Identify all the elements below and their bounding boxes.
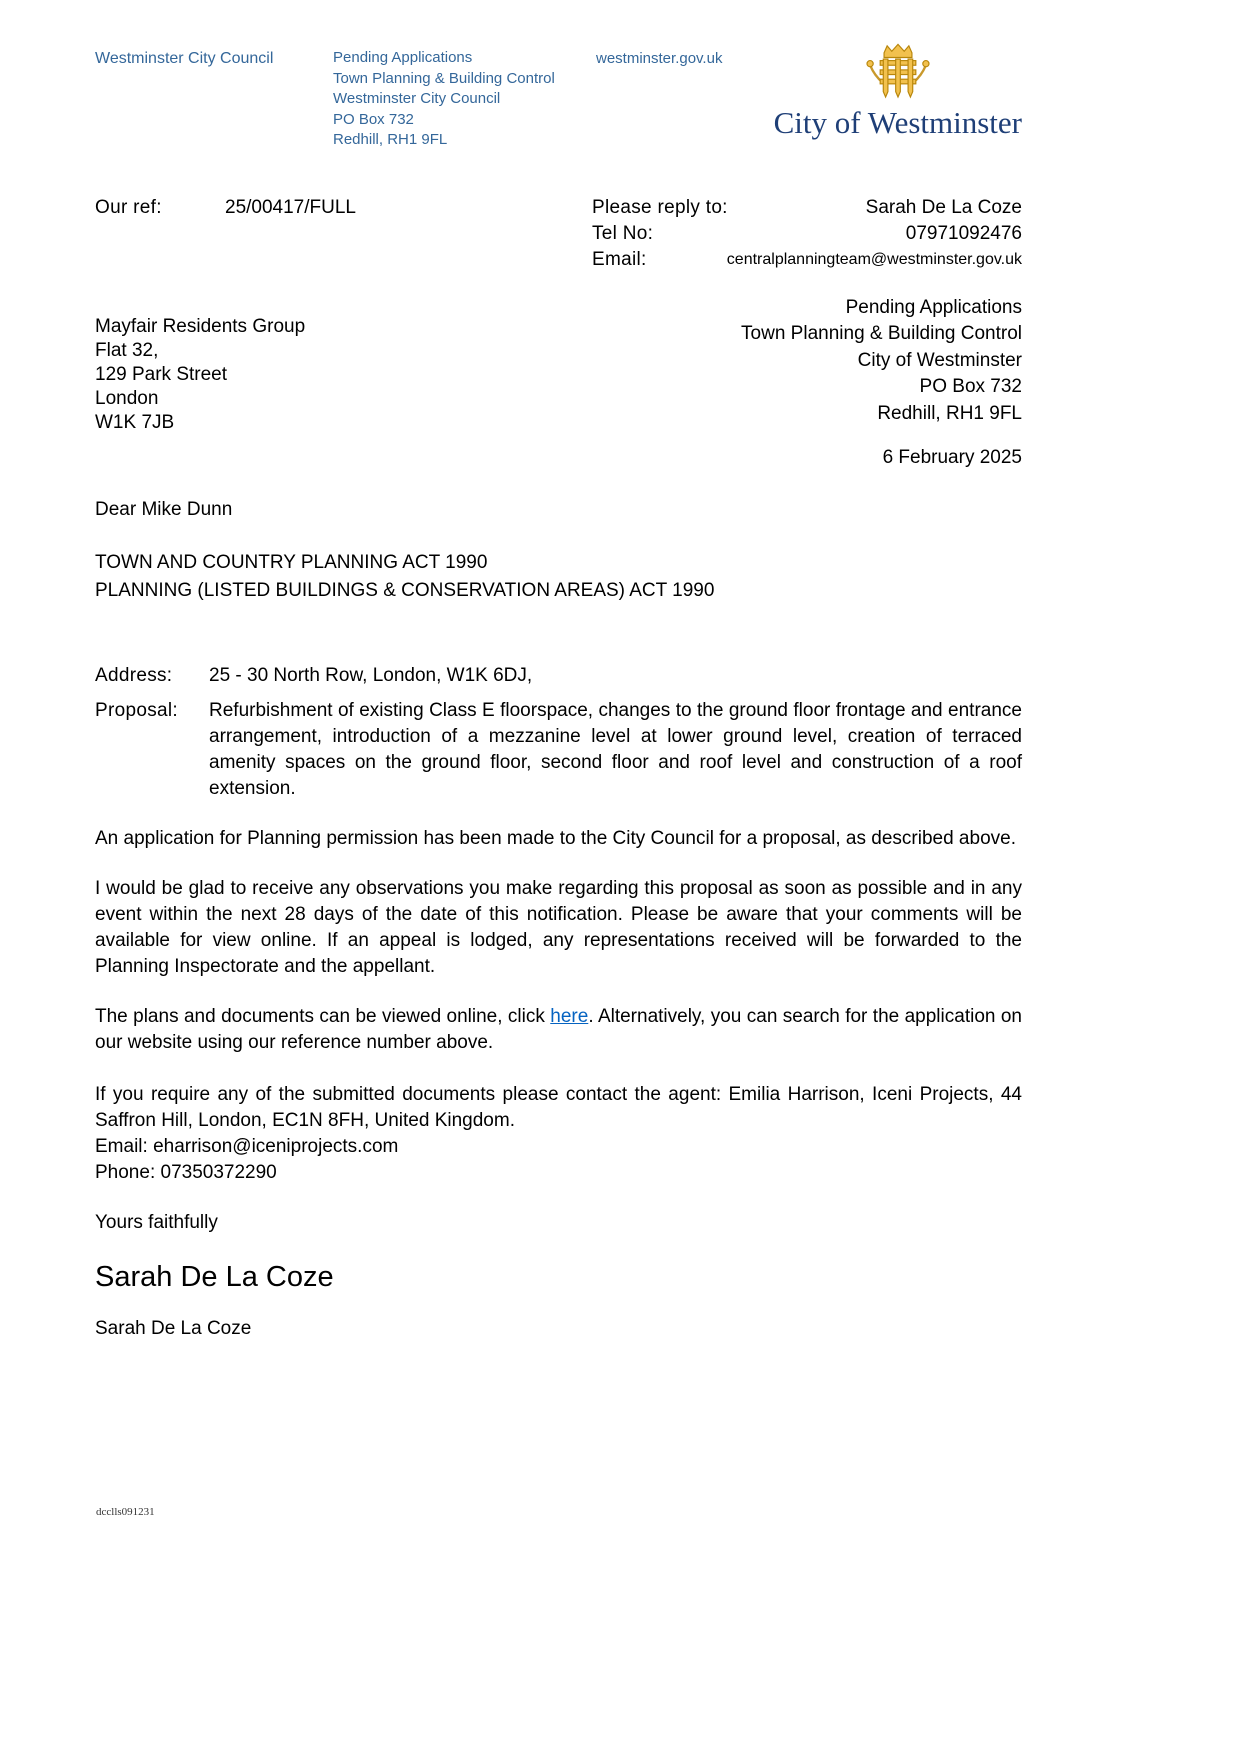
address-blocks (95, 295, 1022, 435)
sender-line: Town Planning & Building Control (741, 323, 1022, 344)
act-line: TOWN AND COUNTRY PLANNING ACT 1990 (95, 551, 488, 573)
paragraph-agent (95, 1082, 1022, 1186)
acts-heading (95, 549, 1022, 605)
recipient-line: Mayfair Residents Group (95, 315, 306, 337)
address-value: 25 - 30 North Row, London, W1K 6DJ, (209, 664, 533, 686)
recipient-line: W1K 7JB (95, 411, 175, 433)
reply-to-name: Sarah De La Coze (865, 196, 1022, 218)
reply-to-row (592, 195, 1022, 221)
paragraph-observations: I would be glad to receive any observations you make regarding this proposal as soon as possible and in any event within the next 28 days of the date of this notification. Please be aware that your comments will be available for view online. If an appeal is lodged, any representations received will be forwarded to the Planning Inspectorate and the appellant. (95, 877, 1022, 977)
tel-row (592, 221, 1022, 247)
document-code: dcclls091231 (96, 1506, 155, 1518)
email-row (592, 247, 1022, 273)
tel-label: Tel No: (592, 222, 654, 244)
recipient-address (95, 315, 305, 435)
letterhead (95, 42, 1022, 151)
sender-address (741, 295, 1022, 428)
view-online-text-after: . Alternatively, you can search for the application on our website using our reference number above. (95, 1005, 1022, 1053)
signature: Sarah De La Coze (95, 1260, 334, 1293)
logo-wordmark: City of Westminster (773, 105, 1022, 140)
our-ref (95, 195, 356, 221)
proposal-value: Refurbishment of existing Class E floorspace, changes to the ground floor frontage and entrance arrangement, introduction of a mezzanine level at lower ground level, creation of terraced amenity spaces on the ground floor, second floor and roof level and construction of a roof extension. (209, 699, 1022, 799)
paragraph-view-online (95, 1004, 1022, 1056)
closing: Yours faithfully (95, 1211, 218, 1233)
email-label: Email: (592, 248, 647, 270)
letter-date: 6 February 2025 (882, 446, 1022, 468)
letterhead-address-line: PO Box 732 (333, 110, 414, 128)
reply-to-label: Please reply to: (592, 196, 728, 218)
sender-line: City of Westminster (857, 349, 1022, 371)
address-detail (95, 663, 1022, 689)
agent-phone-line: Phone: 07350372290 (95, 1161, 277, 1183)
council-website: westminster.gov.uk (596, 50, 723, 67)
application-details (95, 663, 1022, 802)
tel-value: 07971092476 (905, 222, 1022, 244)
agent-contact-text: If you require any of the submitted documents please contact the agent: Emilia Harrison, Iceni Projects, 44 Saffron Hill, London, EC1N 8FH, United Kingdom. (95, 1083, 1022, 1131)
act-line: PLANNING (LISTED BUILDINGS & CONSERVATION AREAS) ACT 1990 (95, 579, 715, 601)
westminster-logo (774, 42, 1022, 140)
recipient-line: London (95, 387, 159, 409)
sender-line: PO Box 732 (919, 376, 1022, 397)
proposal-label: Proposal: (95, 699, 178, 721)
address-label: Address: (95, 664, 173, 686)
proposal-detail (95, 698, 1022, 802)
view-online-text-before: The plans and documents can be viewed online, click (95, 1005, 551, 1027)
signatory-name: Sarah De La Coze (95, 1317, 252, 1339)
letterhead-address-line: Pending Applications (333, 49, 473, 66)
westminster-crest-icon (858, 42, 938, 104)
letterhead-address-line: Redhill, RH1 9FL (333, 131, 448, 148)
sender-line: Pending Applications (845, 296, 1022, 318)
letterhead-address-line: Westminster City Council (333, 90, 501, 107)
recipient-line: 129 Park Street (95, 363, 228, 385)
salutation: Dear Mike Dunn (95, 498, 233, 520)
our-ref-label: Our ref: (95, 196, 162, 218)
council-name: Westminster City Council (95, 50, 274, 67)
agent-email-line: Email: eharrison@iceniprojects.com (95, 1135, 399, 1157)
sender-line: Redhill, RH1 9FL (877, 402, 1022, 424)
recipient-line: Flat 32, (95, 339, 159, 361)
letterhead-address-line: Town Planning & Building Control (333, 69, 555, 87)
letterhead-address (333, 42, 596, 151)
email-value: centralplanningteam@westminster.gov.uk (726, 250, 1022, 268)
reference-row (95, 195, 1022, 273)
paragraph-application: An application for Planning permission has been made to the City Council for a proposal, as described above. (95, 827, 1016, 849)
view-documents-link[interactable]: here (550, 1005, 589, 1027)
our-ref-value: 25/00417/FULL (225, 196, 356, 218)
reply-to-block (592, 195, 1022, 273)
